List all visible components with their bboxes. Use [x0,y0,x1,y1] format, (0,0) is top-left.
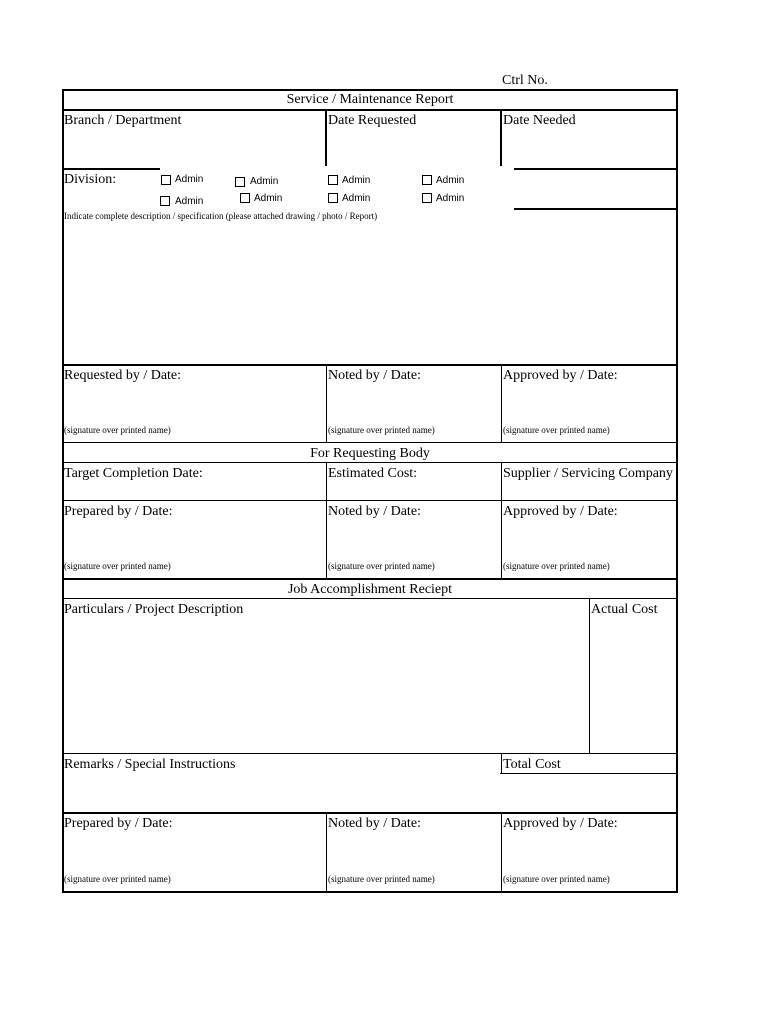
division-option-label: Admin [342,175,371,186]
division-option-label: Admin [436,193,465,204]
branch-department-label: Branch / Department [64,113,182,128]
total-cost-label: Total Cost [503,757,561,772]
signature-hint: (signature over printed name) [328,874,435,884]
division-option-label: Admin [254,193,283,204]
approved-by-label: Approved by / Date: [503,504,618,519]
division-checkbox-2[interactable] [235,177,245,187]
division-option-label: Admin [436,175,465,186]
division-option-label: Admin [250,176,279,187]
actual-cost-label: Actual Cost [591,602,658,617]
division-option-label: Admin [175,196,204,207]
noted-by-label: Noted by / Date: [328,368,421,383]
requesting-body-title: For Requesting Body [310,446,430,461]
job-accomplishment-title: Job Accomplishment Reciept [287,582,453,597]
division-checkbox-1[interactable] [161,175,171,185]
date-needed-label: Date Needed [503,113,576,128]
division-checkbox-8[interactable] [422,193,432,203]
signature-hint: (signature over printed name) [64,561,171,571]
prepared-by-label: Prepared by / Date: [64,816,173,831]
division-checkbox-5[interactable] [160,196,170,206]
approved-by-label: Approved by / Date: [503,368,618,383]
target-completion-label: Target Completion Date: [64,466,203,481]
signature-hint: (signature over printed name) [328,425,435,435]
noted-by-label: Noted by / Date: [328,504,421,519]
division-checkbox-7[interactable] [328,193,338,203]
date-requested-label: Date Requested [328,113,417,128]
signature-hint: (signature over printed name) [503,874,610,884]
requested-by-label: Requested by / Date: [64,368,182,383]
supplier-label: Supplier / Servicing Company [503,466,673,481]
description-area[interactable] [64,224,674,362]
approved-by-label: Approved by / Date: [503,816,618,831]
signature-hint: (signature over printed name) [64,425,171,435]
division-option-label: Admin [342,193,371,204]
estimated-cost-label: Estimated Cost: [328,466,418,481]
division-checkbox-6[interactable] [240,193,250,203]
division-label: Division: [64,172,117,187]
division-option-label: Admin [175,174,204,185]
division-checkbox-4[interactable] [422,175,432,185]
signature-hint: (signature over printed name) [503,425,610,435]
ctrl-no-label: Ctrl No. [502,73,548,88]
signature-hint: (signature over printed name) [503,561,610,571]
remarks-label: Remarks / Special Instructions [64,757,236,772]
prepared-by-label: Prepared by / Date: [64,504,173,519]
description-hint: Indicate complete description / specification (please attached drawing / photo / Report) [64,211,378,221]
division-checkbox-3[interactable] [328,175,338,185]
particulars-label: Particulars / Project Description [64,602,244,617]
noted-by-label: Noted by / Date: [328,816,421,831]
report-title: Service / Maintenance Report [286,92,454,107]
signature-hint: (signature over printed name) [64,874,171,884]
signature-hint: (signature over printed name) [328,561,435,571]
